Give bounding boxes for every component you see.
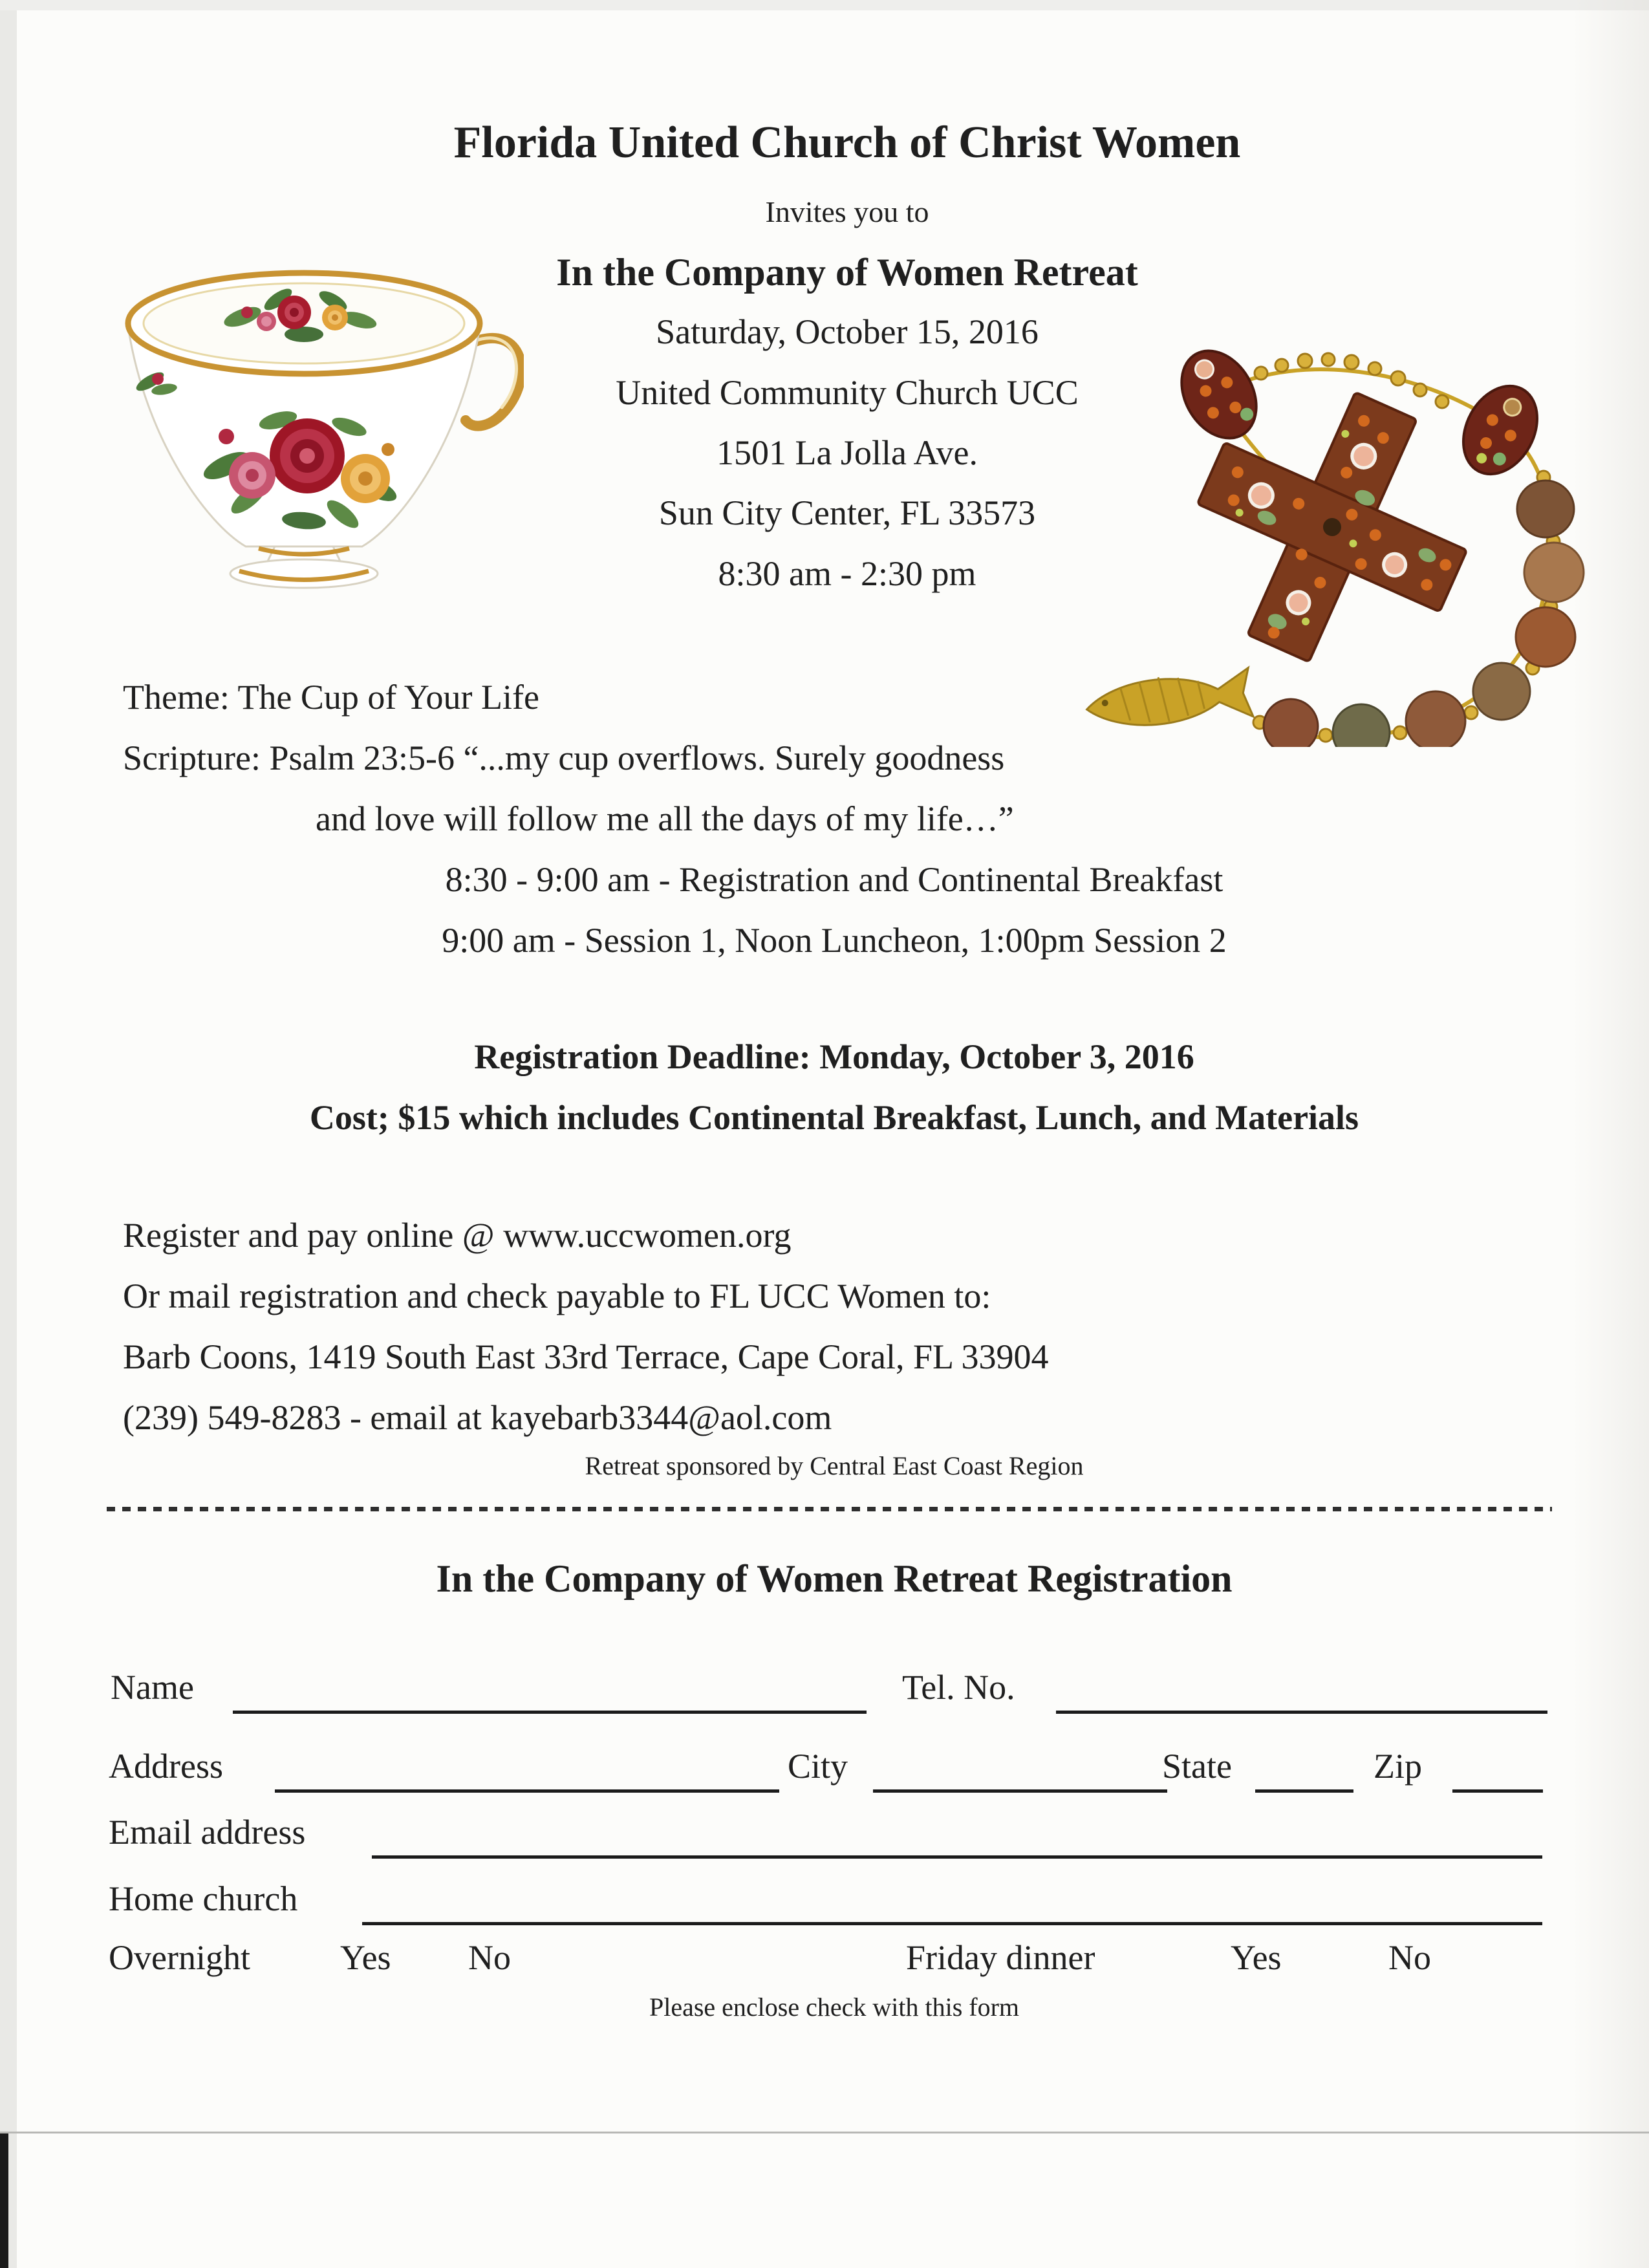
home-church-label: Home church <box>109 1879 298 1918</box>
event-venue: United Community Church UCC <box>616 373 1079 412</box>
teacup-with-roses-image <box>110 246 524 595</box>
event-city: Sun City Center, FL 33573 <box>658 493 1036 532</box>
enclose-check-note: Please enclose check with this form <box>649 1993 1020 2022</box>
city-label: City <box>788 1747 848 1786</box>
overnight-label: Overnight <box>109 1938 250 1977</box>
city-input-line[interactable] <box>873 1746 1167 1793</box>
event-time: 8:30 am - 2:30 pm <box>718 554 976 593</box>
scripture-line2: and love will follow me all the days of my life…” <box>316 799 1014 838</box>
form-row-email <box>0 1807 1649 1859</box>
form-title: In the Company of Women Retreat Registration <box>436 1557 1233 1600</box>
tel-input-line[interactable] <box>1056 1667 1547 1714</box>
org-title: Florida United Church of Christ Women <box>453 118 1241 167</box>
home-church-input-line[interactable] <box>362 1879 1542 1925</box>
address-label: Address <box>109 1747 223 1786</box>
form-row-address <box>0 1741 1649 1793</box>
scan-bottom-line <box>0 2132 1649 2133</box>
state-input-line[interactable] <box>1255 1746 1353 1793</box>
event-title: In the Company of Women Retreat <box>556 251 1138 294</box>
register-online-line: Register and pay online @ www.uccwomen.org <box>123 1216 792 1255</box>
phone-email-line: (239) 549-8283 - email at kayebarb3344@aol.com <box>123 1398 832 1437</box>
invites-line: Invites you to <box>765 195 929 228</box>
scan-left-edge <box>0 0 17 2268</box>
scan-bottom-left-bar <box>0 2133 8 2268</box>
friday-dinner-no-option[interactable]: No <box>1388 1938 1431 1977</box>
scan-top-edge <box>0 0 1649 10</box>
form-row-home-church <box>0 1874 1649 1925</box>
name-label: Name <box>111 1668 194 1707</box>
schedule-line1: 8:30 - 9:00 am - Registration and Continental Breakfast <box>445 860 1223 899</box>
deadline-line: Registration Deadline: Monday, October 3, 2016 <box>474 1037 1194 1076</box>
mail-address-line: Barb Coons, 1419 South East 33rd Terrace, Cape Coral, FL 33904 <box>123 1337 1049 1376</box>
form-row-overnight <box>0 1932 1649 1984</box>
name-input-line[interactable] <box>233 1667 867 1714</box>
email-label: Email address <box>109 1813 306 1852</box>
sponsor-line: Retreat sponsored by Central East Coast Region <box>585 1451 1084 1480</box>
event-street: 1501 La Jolla Ave. <box>717 433 978 472</box>
overnight-yes-option[interactable]: Yes <box>340 1938 391 1977</box>
cost-line: Cost; $15 which includes Continental Breakfast, Lunch, and Materials <box>309 1098 1359 1137</box>
beaded-cross-rosary-image <box>1054 294 1591 747</box>
zip-label: Zip <box>1374 1747 1422 1786</box>
scripture-line1: Scripture: Psalm 23:5-6 “...my cup overflows. Surely goodness <box>123 739 1005 777</box>
tel-label: Tel. No. <box>902 1668 1015 1707</box>
friday-dinner-label: Friday dinner <box>906 1938 1095 1977</box>
theme-line: Theme: The Cup of Your Life <box>123 678 539 717</box>
mail-intro-line: Or mail registration and check payable to FL UCC Women to: <box>123 1277 991 1315</box>
zip-input-line[interactable] <box>1452 1746 1543 1793</box>
overnight-no-option[interactable]: No <box>468 1938 511 1977</box>
state-label: State <box>1162 1747 1232 1786</box>
event-date: Saturday, October 15, 2016 <box>656 312 1039 351</box>
form-row-name <box>0 1662 1649 1714</box>
friday-dinner-yes-option[interactable]: Yes <box>1231 1938 1282 1977</box>
email-input-line[interactable] <box>372 1812 1542 1859</box>
address-input-line[interactable] <box>275 1746 779 1793</box>
dashed-separator <box>107 1507 1552 1511</box>
schedule-line2: 9:00 am - Session 1, Noon Luncheon, 1:00pm Session 2 <box>442 921 1227 960</box>
